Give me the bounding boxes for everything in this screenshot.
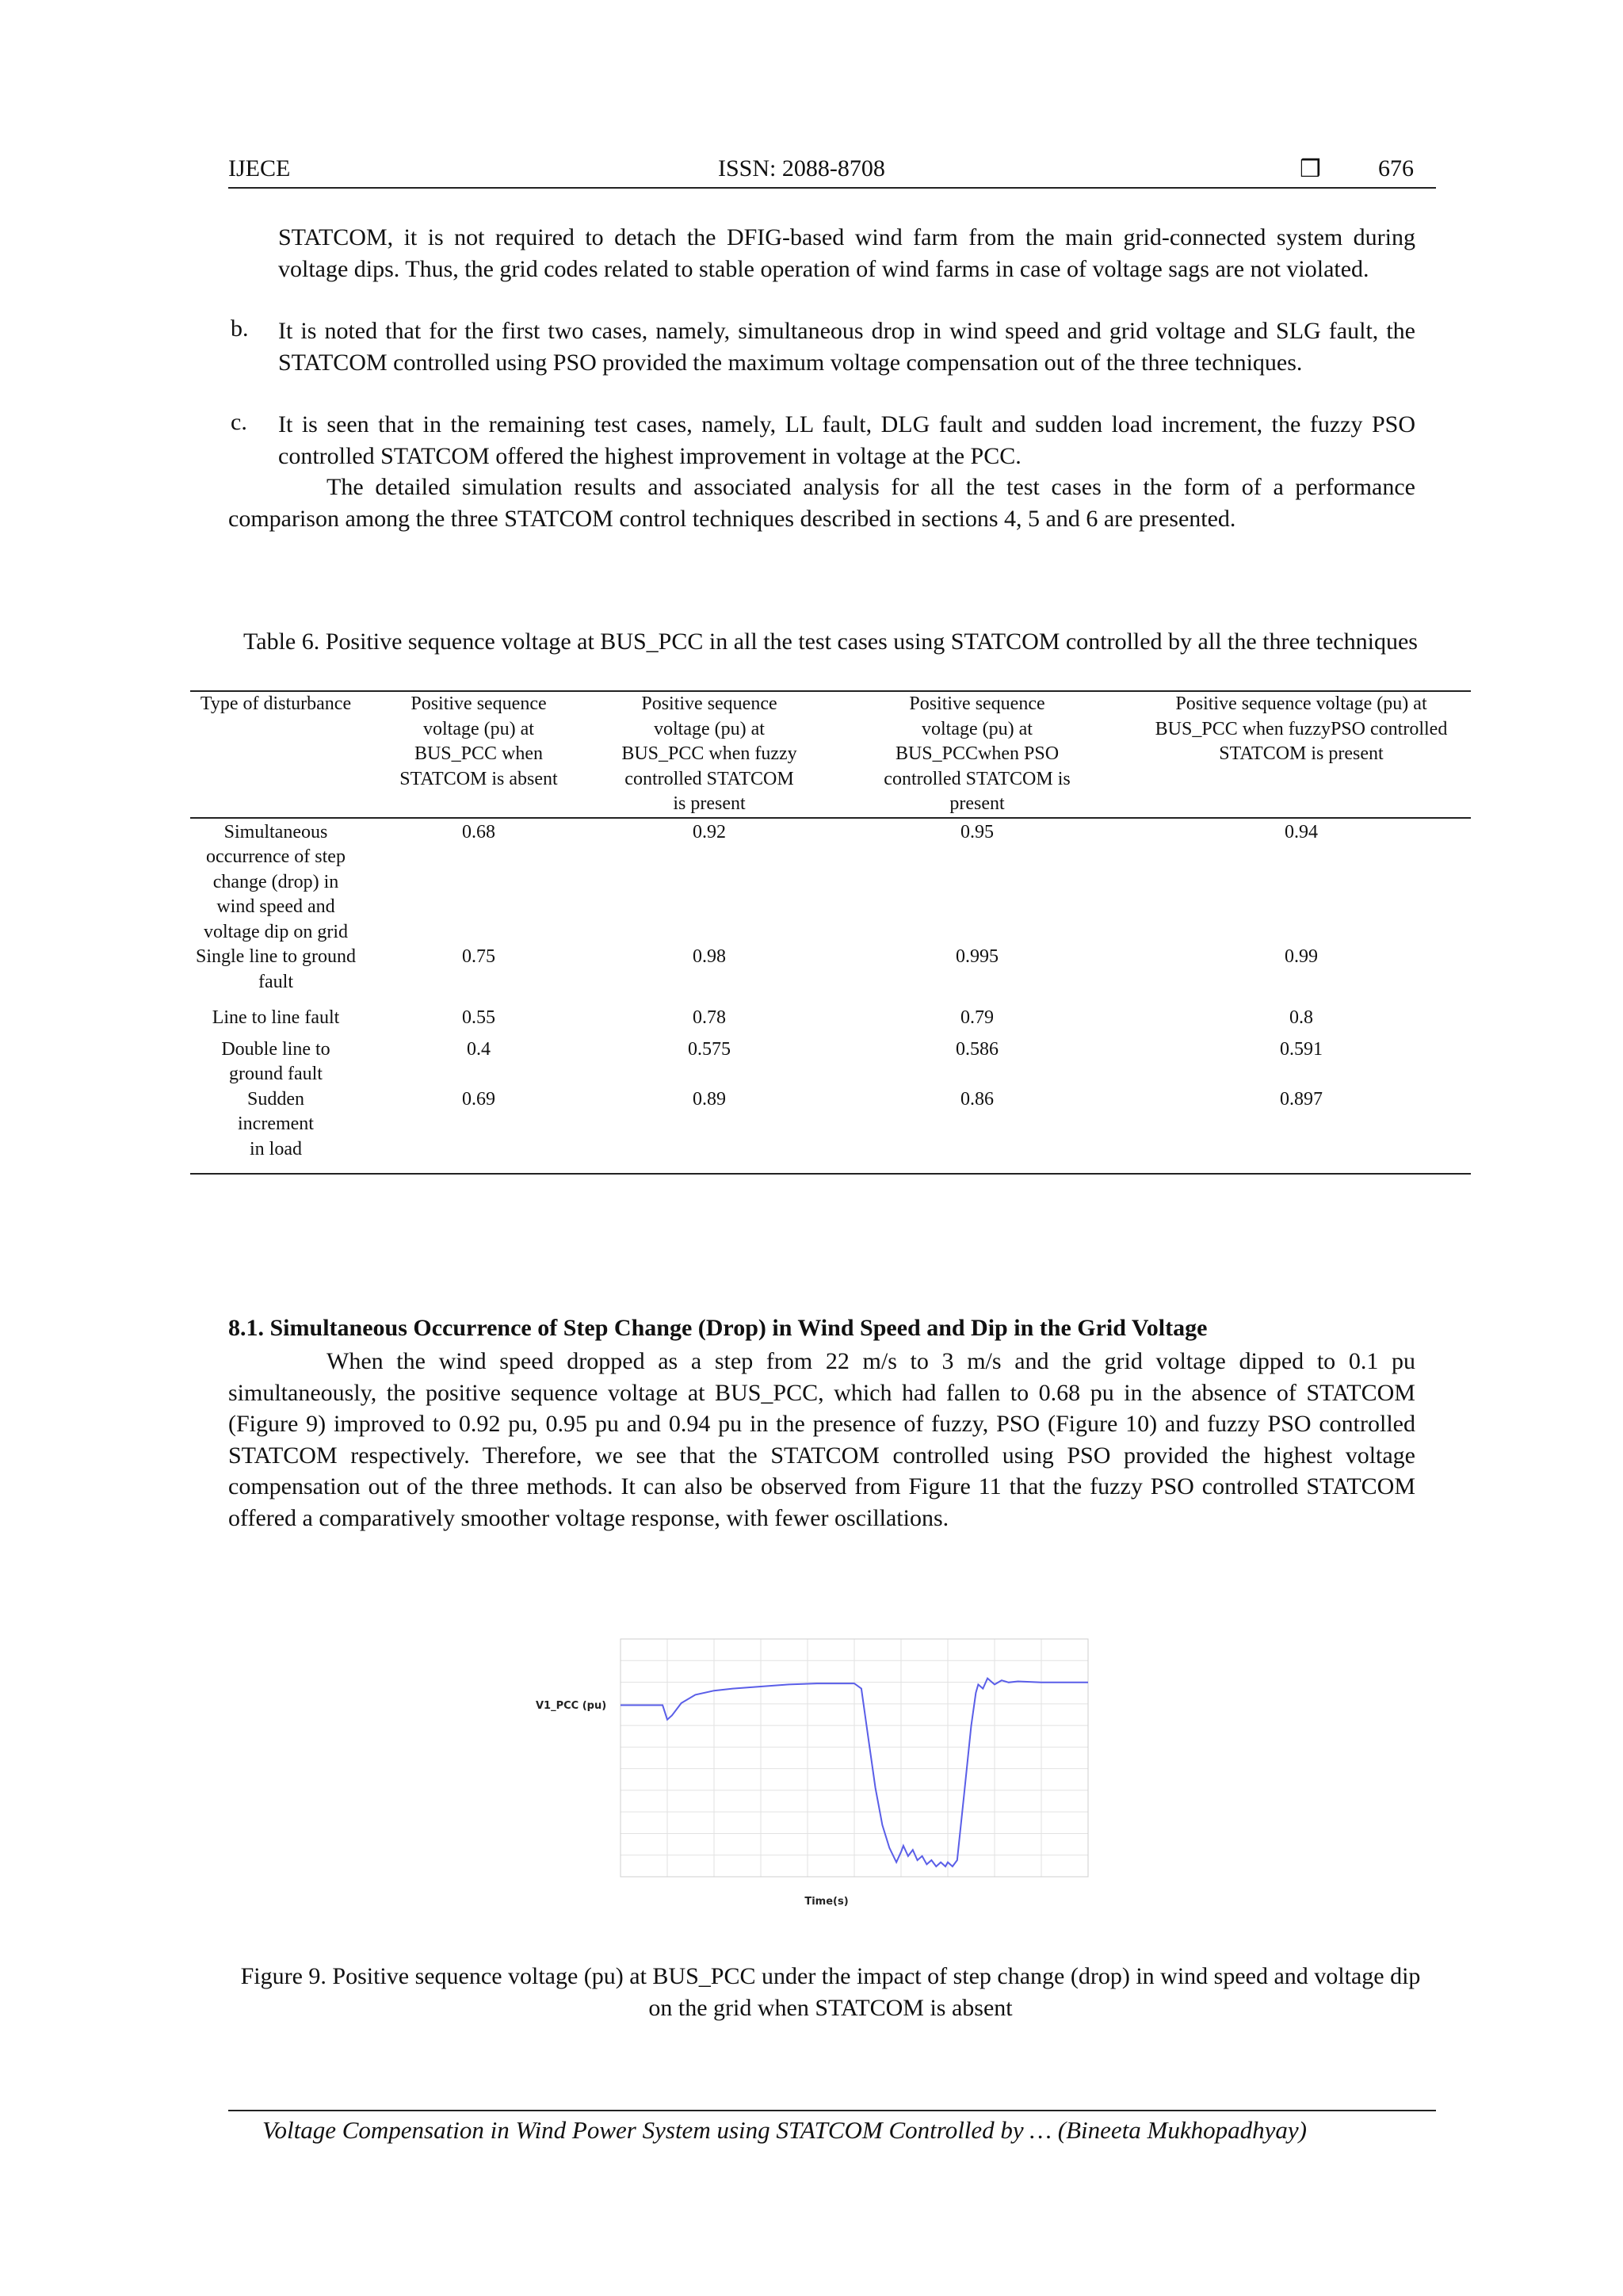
table-cell: Line to line fault	[212, 1007, 340, 1028]
table-cell: 0.95	[960, 821, 994, 842]
table-cell: 0.78	[693, 1007, 726, 1028]
table-cell: 0.591	[1280, 1038, 1323, 1060]
table-cell: 0.79	[960, 1007, 994, 1028]
table-row	[190, 818, 1471, 946]
table-cell: 0.89	[596, 1087, 823, 1175]
journal-name: IJECE	[228, 155, 291, 181]
table-cell: 0.92	[693, 821, 726, 842]
table-row	[190, 1006, 1471, 1037]
table-cell: 0.68	[462, 821, 495, 842]
table-header-cell: Positive sequence voltage (pu) at BUS_PCCwhen PSO controlled STATCOM is present	[823, 691, 1132, 818]
table-header-cell: Positive sequence voltage (pu) at BUS_PCC when STATCOM is absent	[361, 691, 596, 818]
section-body: When the wind speed dropped as a step from 22 m/s to 3 m/s and the grid voltage dipped to 0.1 pu simultaneously, the positive sequence voltage at BUS_PCC, which had fallen to 0.68 pu in the absence of STATCOM (Figure 9) improved to 0.92 pu, 0.95 pu and 0.94 pu in the presence of fuzzy, PSO (Figure 10) and fuzzy PSO controlled STATCOM respectively. Therefore, we see that the STATCOM controlled using PSO provided the highest voltage compensation out of the three methods. It can also be observed from Figure 11 that the fuzzy PSO controlled STATCOM offered a comparatively smoother voltage response, with fewer oscillations.	[228, 1348, 1415, 1531]
page-number: 676	[1378, 155, 1414, 181]
table-header-cell: Type of disturbance	[190, 691, 361, 818]
item-text-b: It is noted that for the first two cases, namely, simultaneous drop in wind speed and grid voltage and SLG fault, the STATCOM controlled using PSO provided the maximum voltage compensation out of the three techniques.	[278, 318, 1415, 376]
section-heading: 8.1. Simultaneous Occurrence of Step Change (Drop) in Wind Speed and Dip in the Grid Voltage	[228, 1315, 1208, 1341]
table-cell: 0.8	[1289, 1007, 1313, 1028]
intro-continuation: STATCOM, it is not required to detach the DFIG-based wind farm from the main grid-connected system during voltage dips. Thus, the grid codes related to stable operation of wind farms in case of voltage sags are not violated.	[278, 224, 1415, 282]
item-letter-c: c.	[231, 409, 247, 435]
table-header-cell: Positive sequence voltage (pu) at BUS_PCC when fuzzyPSO controlled STATCOM is present	[1132, 691, 1471, 818]
table-row	[190, 1037, 1471, 1087]
table-cell: 0.94	[1285, 821, 1318, 842]
table-cell: 0.575	[688, 1038, 731, 1060]
issn: ISSN: 2088-8708	[718, 155, 885, 181]
table-cell: Single line to ground fault	[196, 946, 356, 992]
table-cell: 0.55	[462, 1007, 495, 1028]
table-cell: 0.86	[823, 1087, 1132, 1175]
item-letter-b: b.	[231, 315, 249, 342]
figure-9-chart	[529, 1625, 1100, 1918]
footer-text: Voltage Compensation in Wind Power System using STATCOM Controlled by … (Bineeta Mukhopadhyay)	[262, 2116, 1307, 2144]
table-cell: 0.75	[462, 946, 495, 967]
table-cell: Simultaneous occurrence of step change (drop) in wind speed and voltage dip on grid	[204, 821, 348, 942]
item-text-c: It is seen that in the remaining test cases, namely, LL fault, DLG fault and sudden load increment, the fuzzy PSO controlled STATCOM offered the highest improvement in voltage at the PCC.	[278, 411, 1415, 469]
box-icon: ❒	[1300, 155, 1321, 183]
table-cell: 0.4	[467, 1038, 491, 1060]
intro-closing: The detailed simulation results and associated analysis for all the test cases in the form of a performance comparison among the three STATCOM control techniques described in sections 4, 5 and 6 are presented.	[228, 474, 1415, 532]
table-6	[190, 690, 1471, 1175]
chart-grid	[621, 1639, 1088, 1877]
footer-rule	[228, 2110, 1436, 2111]
header-rule	[228, 187, 1436, 189]
table-cell: 0.897	[1132, 1087, 1471, 1175]
y-axis-label: V1_PCC (pu)	[536, 1700, 607, 1712]
table-cell: 0.586	[956, 1038, 999, 1060]
table-header-row	[190, 691, 1471, 818]
table-cell: Sudden increment in load	[190, 1087, 361, 1175]
table-caption: Table 6. Positive sequence voltage at BUS_PCC in all the test cases using STATCOM controlled by all the three techniques	[243, 628, 1418, 655]
table-header-cell: Positive sequence voltage (pu) at BUS_PCC when fuzzy controlled STATCOM is present	[596, 691, 823, 818]
table-cell: 0.995	[956, 946, 999, 967]
table-cell: 0.69	[361, 1087, 596, 1175]
table-cell: 0.99	[1285, 946, 1318, 967]
table-row	[190, 945, 1471, 1006]
figure-caption: Figure 9. Positive sequence voltage (pu) at BUS_PCC under the impact of step change (drop) in wind speed and voltage dip on the grid when STATCOM is absent	[240, 1963, 1421, 2021]
table-cell: Double line to ground fault	[221, 1038, 330, 1084]
x-axis-label: Time(s)	[804, 1896, 849, 1908]
table-row	[190, 1087, 1471, 1175]
table-cell: 0.98	[693, 946, 726, 967]
